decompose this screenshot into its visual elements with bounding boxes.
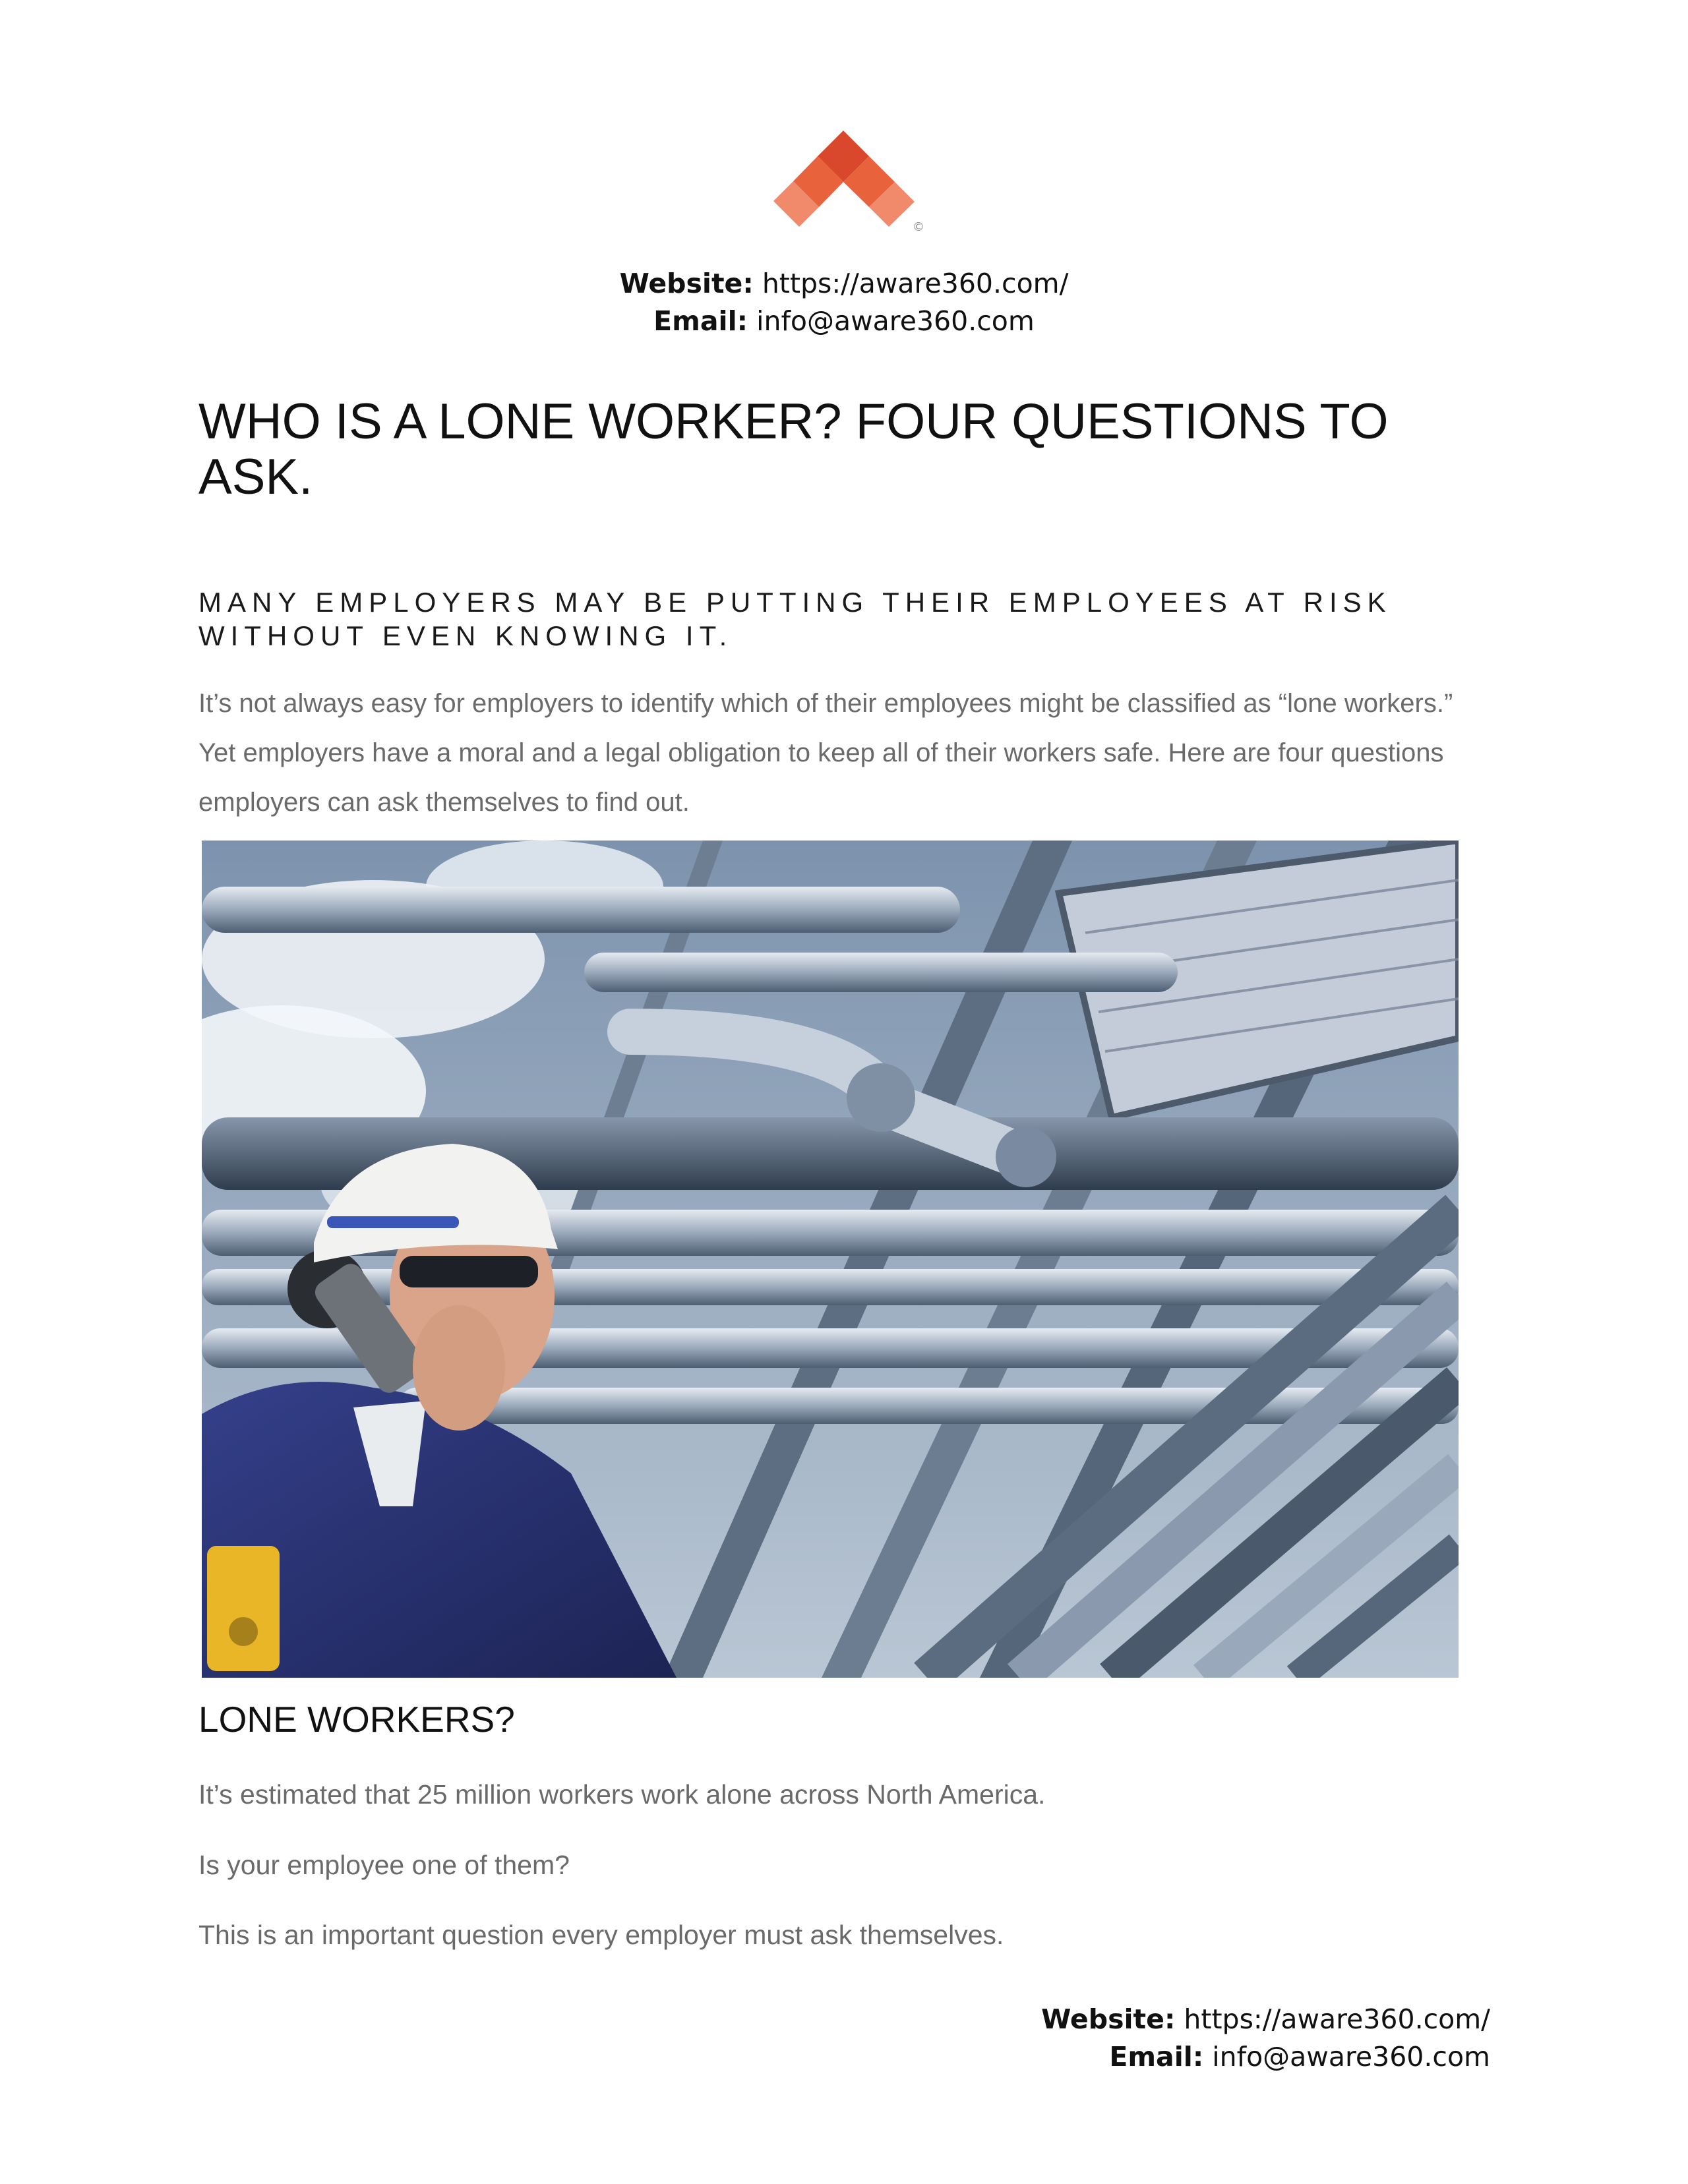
worker-hand xyxy=(413,1305,505,1431)
gas-detector xyxy=(207,1546,280,1671)
footer-website-link[interactable]: https://aware360.com/ xyxy=(1184,2003,1490,2035)
pipe xyxy=(584,953,1178,992)
footer-website-line xyxy=(699,2001,1490,2038)
article-subtitle: MANY EMPLOYERS MAY BE PUTTING THEIR EMPLOYEES AT RISK WITHOUT EVEN KNOWING IT. xyxy=(198,587,1392,651)
header-contact xyxy=(0,265,1688,340)
paragraph-question: Is your employee one of them? xyxy=(198,1850,570,1880)
photo-illustration xyxy=(202,841,1459,1678)
footer-website-label: Website: xyxy=(1041,2003,1176,2035)
paragraph-statistic: It’s estimated that 25 million workers work alone across North America. xyxy=(198,1779,1046,1810)
header-email-line xyxy=(0,303,1688,340)
paragraph-importance: This is an important question every employer must ask themselves. xyxy=(198,1920,1004,1950)
aware360-logo xyxy=(758,125,930,244)
logo-copyright-mark: © xyxy=(913,220,924,234)
lone-worker-photo xyxy=(202,841,1459,1678)
article-title: WHO IS A LONE WORKER? FOUR QUESTIONS TO ASK. xyxy=(198,394,1389,505)
pipe-flange xyxy=(996,1127,1056,1187)
section-heading: LONE WORKERS? xyxy=(198,1699,515,1740)
header-email-link[interactable]: info@aware360.com xyxy=(756,305,1035,337)
header-website-line xyxy=(0,265,1688,303)
gas-detector-dial xyxy=(229,1617,258,1646)
header-website-link[interactable]: https://aware360.com/ xyxy=(762,268,1069,299)
article-intro: It’s not always easy for employers to identify which of their employees might be classified as “lone workers.” Yet employers have a moral and a legal obligation to keep all of their workers safe. Here are four questions employers can ask themselves to find out. xyxy=(198,689,1453,817)
pipe xyxy=(202,887,960,933)
header-email-label: Email: xyxy=(653,305,748,337)
footer-email-link[interactable]: info@aware360.com xyxy=(1212,2041,1490,2073)
hat-strap xyxy=(327,1216,459,1228)
pipe-flange xyxy=(847,1063,915,1132)
sunglasses xyxy=(400,1256,538,1287)
footer-email-label: Email: xyxy=(1109,2041,1204,2073)
header-website-label: Website: xyxy=(619,268,754,299)
footer-email-line xyxy=(699,2038,1490,2076)
footer-contact xyxy=(699,2001,1490,2076)
